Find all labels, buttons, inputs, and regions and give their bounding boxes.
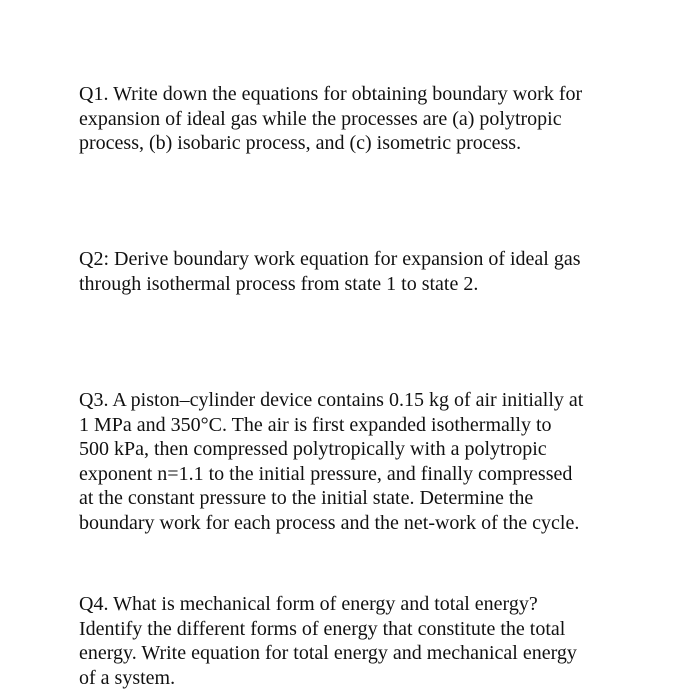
question-4-line-4: of a system. [79, 666, 176, 689]
question-3-line-1: Q3. A piston–cylinder device contains 0.15 kg of air initially at [79, 389, 584, 411]
question-4 [79, 592, 639, 690]
question-3-line-6: boundary work for each process and the net-work of the cycle. [79, 511, 580, 534]
question-3-line-5: at the constant pressure to the initial state. Determine the [79, 487, 534, 510]
question-2-line-1: Q2: Derive boundary work equation for expansion of ideal gas [79, 248, 581, 270]
question-1 [79, 82, 639, 156]
question-3-line-4: exponent n=1.1 to the initial pressure, and finally compressed [79, 462, 573, 485]
question-2 [79, 247, 639, 296]
question-1-line-3: process, (b) isobaric process, and (c) isometric process. [79, 132, 522, 155]
question-4-line-2: Identify the different forms of energy that constitute the total [79, 617, 566, 640]
question-2-line-2: through isothermal process from state 1 to state 2. [79, 272, 479, 295]
question-3 [79, 388, 639, 536]
question-1-line-1: Q1. Write down the equations for obtaining boundary work for [79, 83, 583, 105]
question-3-line-3: 500 kPa, then compressed polytropically with a polytropic [79, 438, 547, 461]
question-4-line-1: Q4. What is mechanical form of energy and total energy? [79, 593, 538, 615]
question-1-line-2: expansion of ideal gas while the processes are (a) polytropic [79, 107, 562, 130]
question-3-line-2: 1 MPa and 350°C. The air is first expanded isothermally to [79, 413, 552, 436]
question-4-line-3: energy. Write equation for total energy and mechanical energy [79, 642, 577, 665]
